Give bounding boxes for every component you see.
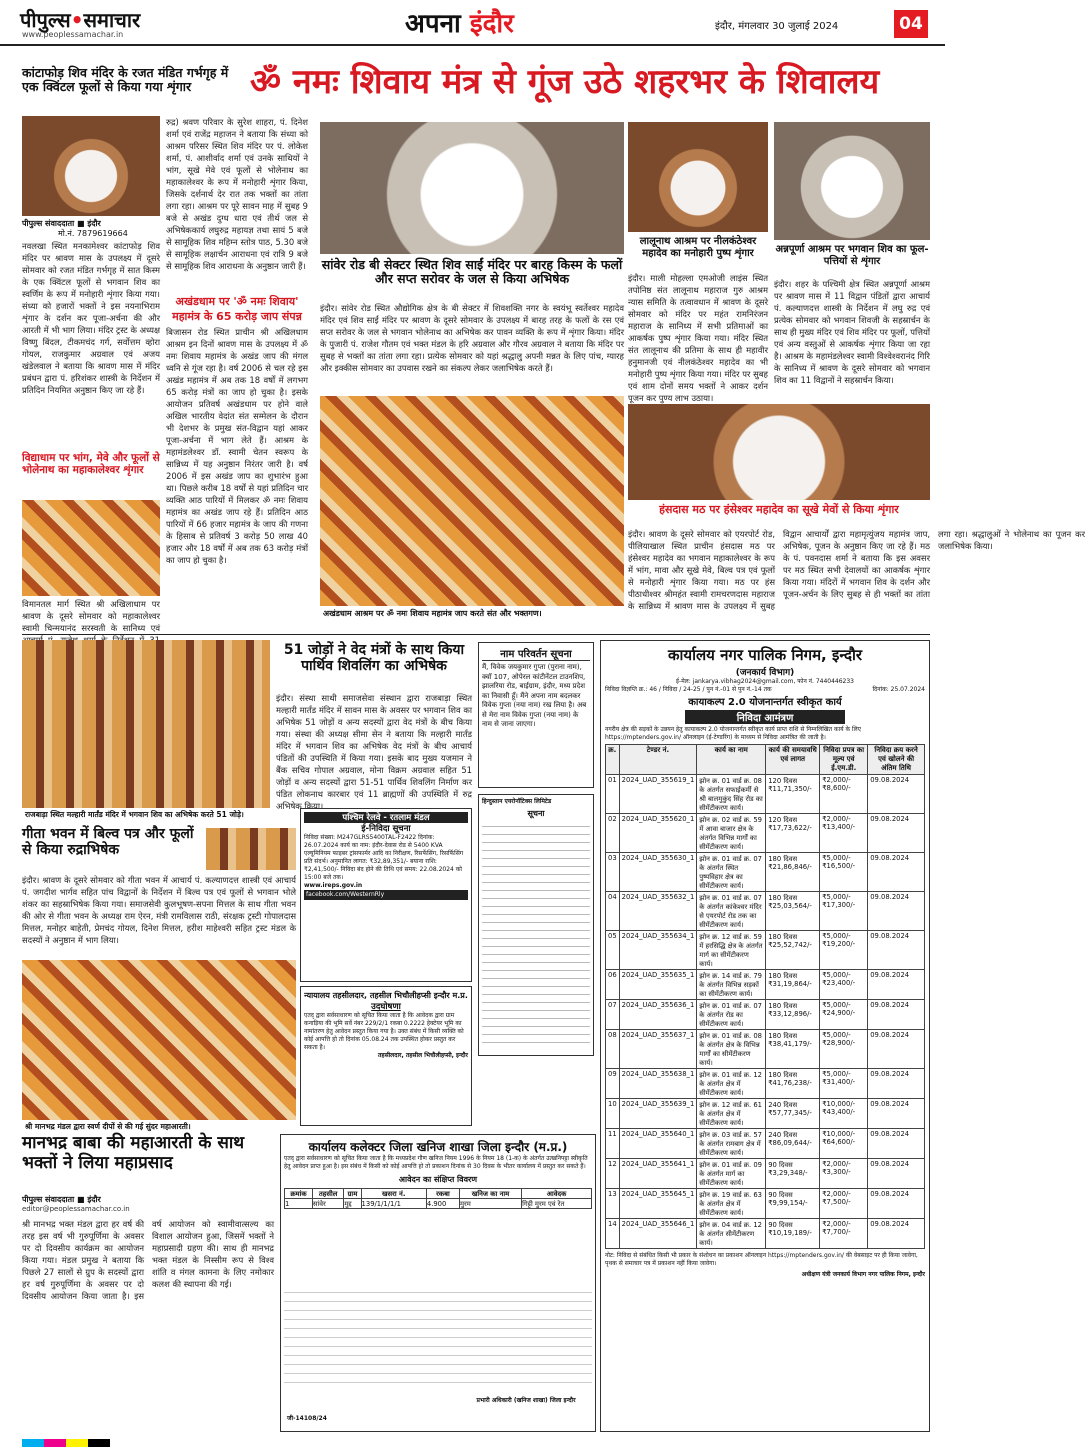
mining-th: रकबा [426,1189,459,1199]
nagar-signature: अधीक्षण यंत्री जनकार्य विभाग नगर पालिक निगम, इन्दौर [801,1271,925,1278]
tender-cell: झोन क्र. 03 वार्ड क्र. 57 के अंतर्गत रामबाग क्षेत्र में सीमेंटीकरण कार्य। [697,1129,766,1159]
nagar-title: कार्यालय नगर पालिक निगम, इन्दौर [668,646,862,664]
tender-cell: 2024_UAD_355619_1 [619,775,697,814]
story4-headline: लालूनाथ आश्रम पर नीलकंठेश्वर महादेव का मनोहारी पुष्प शृंगार [639,236,757,259]
story9-headline: मानभद्र बाबा की महाआरती के साथ भक्तों ने लिया महाप्रसाद [22,1133,245,1173]
nagar-ref: निविदा विज्ञप्ति क्र.: 46 / निविदा / 24-25 / पुन नं.-01 से पुन नं.-14 तक [605,686,772,693]
tender-cell: ₹2,000/- ₹7,700/- [820,1219,868,1249]
railway-website[interactable]: www.ireps.gov.in [304,882,363,889]
tender-cell: 240 दिवस ₹57,77,345/- [766,1099,820,1129]
story1-byline: पीपुल्स संवाददाता ■ इंदौर [22,219,101,228]
story4-body: इंदौर। माली मोहल्ला एमओजी लाइंस स्थित तपोनिष्ठ संत लालूनाथ महाराज गुरु आश्रम न्यास समिति के तत्वावधान में श्रावण के दूसरे सोमवार को मंदिर पर महंत रामनिरंजन महाराज के सानिध्य में सभी प्रतिमाओं का आकर्षक पुष्प शृंगार किया गया। मंदिर स्थित संत लालूनाथ की प्रतिमा के साथ ही महावीर हनुमानजी एवं नीलकंठेश्वर महादेव का भी मनोहारी पुष्प शृंगार किया गया। मंदिर पर सुबह एवं शाम दोनों समय भक्तों ने आकर दर्शन पूजन कर पुण्य लाभ उठाया। [628,273,768,403]
mining-th: आवेदक [522,1189,592,1199]
printer-color-bar [22,1432,222,1442]
tender-cell: ₹2,000/- ₹8,600/- [820,775,868,814]
tender-cell: झोन क्र. 14 वार्ड क्र. 79 के अंतर्गत विभिन्न सड़कों का सीमेंटीकरण कार्य। [697,970,766,1000]
tender-cell: 2024_UAD_355646_1 [619,1219,697,1249]
tender-cell: 2024_UAD_355645_1 [619,1189,697,1219]
tender-cell: 12 [606,1159,620,1189]
railway-title: पश्चिम रेलवे - रतलाम मंडल [304,812,468,823]
story1-photo [22,116,160,216]
tender-row [606,1069,925,1099]
tender-cell: 90 दिवस ₹10,19,189/- [766,1219,820,1249]
mining-table-header [285,1189,592,1199]
mining-th: ग्राम [344,1189,361,1199]
tender-cell: झोन क्र. 01 वार्ड क्र. 07 के अंतर्गत रोड का सीमेंटीकरण कार्य। [697,1000,766,1030]
mining-th: तहसील [312,1189,343,1199]
mining-td: 139/1/1/1/1 [361,1199,426,1209]
name-change-title: नाम परिवर्तन सूचना [482,646,590,661]
nagar-footnote: नोट: निविदा से संबंधित किसी भी प्रकार के संशोधन का प्रकाशन ऑनलाइन https://mptenders.gov.in/ की वेबसाइट पर ही किया जावेगा, पृथक से समाचार पत्र में प्रकाशन नहीं किया जावेगा। [605,1252,918,1267]
tender-cell: 08 [606,1030,620,1069]
tender-cell: ₹5,000/- ₹24,900/- [820,1000,868,1030]
story9-body: श्री मानभद्र भक्त मंडल द्वारा हर वर्ष की तरह इस वर्ष भी गुरुपूर्णिमा के अवसर पर दो दिवसीय कार्यक्रम का आयोजन किया गया। मंडल प्रमुख ने बताया कि पिछले 27 सालों से ग्रुप के सदस्यों द्वारा हर वर्ष गुरुपूर्णिमा के अवसर पर दो दिवसीय आयोजन किया जाता है। इस वर्ष आयोजन को स्वामीवात्सल्य का विशाल आयोजन हुआ, जिसमें भक्तों ने महाप्रसादी ग्रहण की। साथ ही मानभद्र भक्त मंडल के निस्सीम रूप से विश्व शांति व मंगल कामना के लिए नमोकार कलश की स्थापना की गई। [22,1219,274,1301]
tender-cell: 09.08.2024 [868,775,925,814]
railway-body: निविदा संख्या: M247GLRS5400TAL-F2422 दिनांक: 26.07.2024 कार्य का नाम: इंदौर-देवास रोड से 5400 KVA एल्यूमिनियम फाइबर ट्रांसफार्मर आदि का निरीक्षण, रिसर्फेसिंग, रिसर्फिसिंग प्रति संदर्भ। अनुमानित लागत: ₹32,89,351/- बयाना राशि: ₹2,41,500/- निविदा बंद होने की तिथि एवं समय: 22.08.2024 को 15:00 बजे तक। [304,834,464,881]
tender-cell: 09.08.2024 [868,1099,925,1129]
mining-td: 4.900 [426,1199,459,1209]
tender-cell: ₹5,000/- ₹28,900/- [820,1030,868,1069]
tender-table-header [606,745,925,775]
tender-cell: 2024_UAD_355620_1 [619,814,697,853]
tender-cell: झोन क्र. 01 वार्ड क्र. 07 के अंतर्गत स्थित पुष्पविहार क्षेत्र का सीमेंटीकरण कार्य। [697,853,766,892]
tender-cell: 2024_UAD_355639_1 [619,1099,697,1129]
tender-row [606,775,925,814]
tender-th: क्र. [606,745,620,775]
tender-cell: ₹2,000/- ₹13,400/- [820,814,868,853]
story1-mobile: मो.नं. 7879619664 [58,229,128,238]
tender-cell: 05 [606,931,620,970]
tender-cell: 11 [606,1129,620,1159]
tender-cell: 90 दिवस ₹9,99,154/- [766,1189,820,1219]
tender-row [606,1189,925,1219]
tender-cell: झोन क्र. 12 वार्ड क्र. 59 में हरसिद्धि क्षेत्र के अंतर्गत मार्ग का सीमेंटीकरण कार्य। [697,931,766,970]
mining-terms-lines [284,1291,592,1391]
tender-row [606,931,925,970]
tender-row [606,1219,925,1249]
tender-table [605,744,925,1249]
tender-cell: ₹2,000/- ₹7,500/- [820,1189,868,1219]
mining-title: कार्यालय कलेक्टर जिला खनिज शाखा जिला इन्दौर (म.प्र.) [308,1140,568,1154]
tender-cell: 180 दिवस ₹21,86,846/- [766,853,820,892]
tender-cell: झोन क्र. 02 वार्ड क्र. 59 में आवा बाजार क्षेत्र के अंतर्गत विभिन्न मार्गों का सीमेंटीकरण कार्य। [697,814,766,853]
tender-cell: 09.08.2024 [868,1129,925,1159]
tender-th: निविदा प्रपत्र का मूल्य एवं ई.एम.डी. [820,745,868,775]
tender-cell: 90 दिवस ₹3,29,348/- [766,1159,820,1189]
tender-cell: 09 [606,1069,620,1099]
railway-notice [300,808,472,982]
story1-body: नवलखा स्थित मनकामेश्वर कांटाफोड़ शिव मंदिर पर श्रावण मास के उपलक्ष्य में दूसरे सोमवार को रजत मंडित गर्भगृह में सात किस्म के एक क्विंटल फूलों से भगवान शिव का स्वर्णिम के रूप में मनोहारी शृंगार किया गया। संध्या को हजारों भक्तों ने इस नयनाभिराम शृंगार के दर्शन कर पूजा-अर्चना की और आरती में भी भाग लिया। मंदिर ट्रस्ट के अध्यक्ष विष्णु बिंदल, टीकमचंद गर्ग, सर्वोत्तम व्होरा गोयल, राजकुमार अग्रवाल एवं अजय खंडेलवाल ने बताया कि श्रावण मास में मंदिर प्रबंधन द्वारा पं. हरिशंकर शास्त्री के निर्देशन में प्रतिदिन नियमित अनुष्ठान किए जा रहे हैं। [22,241,160,395]
tender-cell: 180 दिवस ₹25,03,564/- [766,892,820,931]
mining-table [284,1188,592,1209]
tender-cell: झोन क्र. 01 वार्ड क्र. 07 के अंतर्गत कांकेश्वर मंदिर से एयरपोर्ट रोड तक का सीमेंटीकरण कार्य। [697,892,766,931]
tender-row [606,1129,925,1159]
mining-th: खनिज का नाम [459,1189,521,1199]
tender-row [606,1000,925,1030]
story1b-photo [22,500,160,596]
tender-cell: 09.08.2024 [868,892,925,931]
story6-photo-2 [628,404,930,500]
tender-cell: 2024_UAD_355638_1 [619,1069,697,1099]
story3-headline: सांवेर रोड बी सेक्टर स्थित शिव साईं मंदिर पर बारह किस्म के फलों और सप्त सरोवर के जल से किया अभिषेक [321,257,623,287]
tender-cell: 09.08.2024 [868,1069,925,1099]
court-title: न्यायालय तहसीलदार, तहसील भिचौलीहप्सी इन्दौर म.प्र. [304,991,468,1000]
tender-cell: 2024_UAD_355637_1 [619,1030,697,1069]
story7-body: इंदौर। संस्था साथी समाजसेवा संस्थान द्वारा राजबाड़ा स्थित मल्हारी मार्तंड मंदिर में सावन मास के अवसर पर भगवान शिव का अभिषेक 51 जोड़ों व अन्य सदस्यों द्वारा वेद मंत्रों के बीच किया गया। संस्था की अध्यक्ष सीमा सेन ने बताया कि मल्हारी मार्तंड मंदिर में भगवान शिव का अभिषेक वेद मंत्रों के बीच आचार्य पंडितों की उपस्थिति में किया गया। इसके बाद मुख्य यजमान ने बैंक सचिव गोपाल अग्रवाल, मोना विक्रम अग्रवाल सहित 51 जोड़ों व अन्य सदस्यों द्वारा 51-51 पार्थिव शिवलिंग निर्माण कर पंडित लोकनाथ कारबार एवं 11 ब्राह्मणों की उपस्थिति में रुद्र अभिषेक किया। [276,693,472,811]
mining-th: खसरा नं. [361,1189,426,1199]
story7-photo-caption: राजबाड़ा स्थित मल्हारी मार्तंड मंदिर में भगवान शिव का अभिषेक करते 51 जोड़े। [22,808,270,822]
mining-td: 1 [285,1199,313,1209]
story2-subhead: अखंडधाम पर 'ॐ नमः शिवाय' महामंत्र के 65 करोड़ जाप संपन्न [172,295,302,323]
tender-row [606,814,925,853]
tender-cell: 120 दिवस ₹11,71,350/- [766,775,820,814]
tender-cell: ₹5,000/- ₹31,400/- [820,1069,868,1099]
story4-photo [628,122,768,232]
tender-cell: ₹10,000/- ₹64,600/- [820,1129,868,1159]
brand-logo: पीपुल्स•समाचार [20,8,141,32]
tender-cell: 09.08.2024 [868,853,925,892]
tender-cell: 09.08.2024 [868,1000,925,1030]
story3-photo [320,122,624,254]
tender-cell: 10 [606,1099,620,1129]
tender-cell: 09.08.2024 [868,1159,925,1189]
nagar-intro: नगरीय क्षेत्र की सड़कों के उन्नयन हेतु कायाकल्प 2.0 योजनान्तर्गत स्वीकृत कार्य प्राप्त राशि से निम्नलिखित कार्य के लिए https://mptenders.gov.in/ ऑनलाइन (ई-टेण्डरिंग) के माध्यम से निविदा आमंत्रित की जाती है। [605,726,861,741]
tender-cell: 09.08.2024 [868,1219,925,1249]
nagar-banner: निविदा आमंत्रण [685,710,845,724]
mining-table-row [285,1199,592,1209]
mining-notice [280,1134,596,1432]
tender-cell: ₹5,000/- ₹16,500/- [820,853,868,892]
tender-th: निविदा क्रय करने एवं खोलने की अंतिम तिथि [868,745,925,775]
tender-cell: 180 दिवस ₹33,12,896/- [766,1000,820,1030]
tender-cell: 120 दिवस ₹17,73,622/- [766,814,820,853]
court-notice [300,986,472,1126]
hal-title: हिन्दुस्तान एयरोनॉटिक्स लिमिटेड [482,798,552,805]
story1b-headline: विद्याधाम पर भांग, मेवे और फूलों से भोलेनाथ का महाकालेश्वर शृंगार [22,452,160,477]
story1b-body: विमानतल मार्ग स्थित श्री अखिलाधाम पर श्रावण के दूसरे सोमवार को महाकालेश्वर स्वामी चिन्मयानंद सरस्वती के सानिध्य एवं [22,599,160,633]
tender-cell: झोन क्र. 19 वार्ड क्र. 63 के अंतर्गत क्षेत्र में सीमेंटीकरण कार्य। [697,1189,766,1219]
nagar-nigam-tender [600,640,930,1432]
mining-signature: प्रभारी अधिकारी (खनिज शाखा) जिला इन्दौर [476,1397,576,1404]
tender-cell: ₹10,000/- ₹43,400/- [820,1099,868,1129]
tender-cell: 13 [606,1189,620,1219]
tender-cell: झोन क्र. 01 वार्ड क्र. 08 के अंतर्गत सफाईकर्मी से श्री बालमुकुंद सिंह रोड का सीमेंटीकरण कार्य। [697,775,766,814]
masthead [0,0,945,46]
tender-row [606,853,925,892]
story6-photo [320,396,624,606]
tender-cell: 09.08.2024 [868,970,925,1000]
tender-cell: 03 [606,853,620,892]
tender-cell: 180 दिवस ₹25,52,742/- [766,931,820,970]
tender-cell: 2024_UAD_355641_1 [619,1159,697,1189]
site-url[interactable]: www.peoplessamachar.in [22,30,124,39]
tender-cell: झोन क्र. 04 वार्ड क्र. 12 के अंतर्गत सीमेंटीकरण कार्य। [697,1219,766,1249]
tender-cell: 2024_UAD_355634_1 [619,931,697,970]
nagar-email: ई-मेल: jankarya.vibhag2024@gmail.com, फोन नं. 7440446233 [675,678,854,685]
story7-photo [22,640,270,808]
dateline: इंदौर, मंगलवार 30 जुलाई 2024 [715,21,839,32]
tender-cell: 2024_UAD_355636_1 [619,1000,697,1030]
story8-body: इंदौर। श्रावण के दूसरे सोमवार को गीता भवन में आचार्य पं. कल्याणदत्त शास्त्री एवं आचार्य पं. जगदीश भार्गव सहित पांच विद्वानों के निर्देशन में बिल्व पत्र एवं फूलों से भगवान भोले शंकर का सहस्राभिषेक किया गया। समाजसेवी कुलभूषण-सपना मित्तल के साथ गीता भवन की ओर से गीता भवन के अध्यक्ष राम ऐरन, मंत्री रामविलास राठी, संरक्षक ट्रस्टी गोपालदास मित्तल, मनोहर बाहेती, प्रेमचंद गोयल, दिनेश मित्तल, हरीश माहेश्वरी सहित ट्रस्ट मंडल के सदस्यों ने अनुष्ठान में भाग लिया। [22,875,296,945]
mining-td: मुरम [459,1199,521,1209]
tender-cell: झोन क्र. 12 वार्ड क्र. 61 के अंतर्गत क्षेत्र में सीमेंटीकरण कार्य। [697,1099,766,1129]
tender-cell: झोन क्र. 01 वार्ड क्र. 12 के अंतर्गत क्षेत्र में सीमेंटीकरण कार्य। [697,1069,766,1099]
court-subtitle: उदघोषणा [371,1002,401,1012]
tender-row [606,970,925,1000]
story8-photo-small [206,828,296,870]
tender-row [606,1030,925,1069]
tender-row [606,892,925,931]
mining-td: गिट्टी मुरम एवं रेत [522,1199,592,1209]
tender-row [606,1099,925,1129]
story5-photo [774,122,930,240]
tender-cell: 06 [606,970,620,1000]
page-number: 04 [894,10,928,38]
story3-body: इंदौर। सांवेर रोड स्थित औद्योगिक क्षेत्र के बी सेक्टर में शिवशक्ति नगर के स्वयंभू स्वर्तेश्वर महादेव मंदिर एवं शिव साईं मंदिर पर श्रावण के दूसरे सोमवार के उपलक्ष्य में बारह तरह के फलों के रस एवं सप्त सरोवर के जल से भगवान भोलेनाथ का अभिषेक कर पावन व्यक्ति के रूप में शृंगार किया। मंदिर के पुजारी पं. राजेश गौतम एवं भक्त मंडल के हरि अग्रवाल और गौरव अग्रवाल ने बताया कि मंदिर पर सुबह से भक्तों का तांता लगा रहा। प्रत्येक सोमवार को यहां श्रद्धालु अपनी मन्नत के लिए पांच, ग्यारह और इक्कीस सोमवार का उपवास रखने का संकल्प लेकर जलाभिषेक करते हैं। [320,303,624,373]
story6-body: इंदौर। श्रावण के दूसरे सोमवार को एयरपोर्ट रोड, पीलियाखाल स्थित प्राचीन हंसदास मठ पर हंसेश्वर महादेव का भगवान महाकालेश्वर के रूप में भांग, मावा और सूखे मेवे, बिल्व पत्र एवं फूलों से मनोहारी शृंगार किया गया। मठ पर हंस पीठाधीश्वर श्रीमहंत स्वामी रामचरणदास महाराज के सान्निध्य में श्रावण मास के उपलक्ष्य में सुबह विद्वान आचार्यों द्वारा महामृत्युंजय महामंत्र जाप, अभिषेक, पूजन के अनुष्ठान किए जा रहे हैं। मठ के पं. पवनदास शर्मा ने बताया कि इस अवसर पर मठ स्थित सभी देवालयों का आकर्षक शृंगार किया गया। मंदिरों में भगवान शिव के दर्शन और पूजन-अर्चन के लिए सुबह से ही भक्तों का तांता लगा रहा। श्रद्धालुओं ने भोलेनाथ का पूजन कर जलाभिषेक किया। [628,529,1085,611]
railway-subtitle: ई-निविदा सूचना [361,824,411,834]
tender-cell: 01 [606,775,620,814]
tender-cell: ₹2,000/- ₹3,300/- [820,1159,868,1189]
mining-th: क्रमांक [285,1189,313,1199]
tender-cell: 09.08.2024 [868,1189,925,1219]
main-headline: ॐ नमः शिवाय मंत्र से गूंज उठे शहरभर के शिवालय [250,62,880,102]
story6-photo-caption: अखंडधाम आश्रम पर ॐ नमः शिवाय महामंत्र जाप करते संत और भक्तगण। [320,606,624,621]
hal-notice [478,794,594,1056]
mining-td: सांवेर [312,1199,343,1209]
tender-cell: 180 दिवस ₹31,19,864/- [766,970,820,1000]
story6-headline: हंसदास मठ पर हंसेश्वर महादेव का सूखे मेवों से किया शृंगार [659,503,899,516]
tender-cell: ₹5,000/- ₹17,300/- [820,892,868,931]
tender-cell: 14 [606,1219,620,1249]
story5-body: इंदौर। शहर के पश्चिमी क्षेत्र स्थित अन्नपूर्णा आश्रम पर श्रावण मास में 11 विद्वान पंडितों द्वारा आचार्य पं. कल्याणदत्त शास्त्री के निर्देशन में लघु रुद्र एवं प्रत्येक सोमवार को भगवान शिवजी के सहस्रार्चन के साथ ही मुख्य मंदिर एवं शिव मंदिर पर फूलों, पत्तियों एवं अन्य वस्तुओं से आकर्षक शृंगार किया जा रहा है। आश्रम के महामंडलेश्वर स्वामी विश्वेश्वरानंद गिरि के सानिध्य में श्रावण के दूसरे सोमवार को भगवान शिव का 11 विद्वानों ने सहस्रार्चन किया। [774,279,930,385]
tender-cell: 09.08.2024 [868,931,925,970]
mining-td: मुद्द [344,1199,361,1209]
mining-ref: जी-14108/24 [287,1415,327,1422]
story1-headline: कांटाफोड़ शिव मंदिर के रजत मंडित गर्भगृह में एक क्विंटल फूलों से किया गया शृंगार [22,65,229,95]
mining-body: एतद् द्वारा सर्वसाधारण को सूचित किया जाता है कि मध्यप्रदेश गौण खनिज नियम 1996 के नियम 18 (1-क) के अंतर्गत उत्खनिपट्टा स्वीकृति हेतु आवेदन प्राप्त हुआ है। इस संबंध में किसी को कोई आपत्ति हो तो प्रकाशन दिनांक से 30 दिवस के भीतर कार्यालय में प्रस्तुत कर सकते हैं। [284,1155,588,1170]
tender-table-body [606,775,925,1249]
story7-headline: 51 जोड़ों ने वेद मंत्रों के साथ किया पार्थिव शिवलिंग का अभिषेक [283,642,465,675]
tender-cell: ₹5,000/- ₹19,200/- [820,931,868,970]
section-title: अपना इंदौर [405,9,514,39]
story8-photo-caption: श्री मानभद्र मंडल द्वारा स्वर्ण दीपों से की गई सुंदर महाआरती। [22,1120,296,1134]
tender-cell: 2024_UAD_355630_1 [619,853,697,892]
tender-th: कार्य की समयावधि एवं लागत [766,745,820,775]
story2-body2: बिजासन रोड स्थित प्राचीन श्री अखिलधाम आश्रम इन दिनों श्रावण मास के उपलक्ष्य में ॐ नमः शिवाय महामंत्र के अखंड जाप की मंगल ध्वनि से गूंज रहा है। वर्ष 2006 से चल रहे इस अखंड महामंत्र में अब तक 18 वर्षों में लगभग 65 करोड़ मंत्रों का जाप हो चुका है। इसके आयोजन प्रतिवर्ष अखंडधाम पर होने वाले अखिल भारतीय वेदांत संत सम्मेलन के दौरान भी देशभर के प्रमुख संत-विद्वान यहां आकर पूजा-अर्चना में भाग लेते हैं। आश्रम के महामंडलेश्वर डॉ. स्वामी चेतन स्वरूप के सान्निध्य में यह अनुष्ठान निरंतर जारी है। वर्ष 2006 में इस अखंड जाप का शुभारंभ हुआ था। पिछले करीब 18 वर्षों से यहां प्रतिदिन चार व्यक्ति आठ पारियों में मिलकर ॐ नमः शिवाय महामंत्र का अखंड जाप रहे हैं। प्रतिदिन आठ पारियों में 66 हजार महामंत्र के जाप की गणना के हिसाब से प्रतिवर्ष 3 करोड़ 50 लाख 40 हजार और 18 वर्षों में अब तक 63 करोड़ मंत्रों का जाप हो चुका है। [166,327,308,565]
railway-facebook[interactable]: facebook.com/WesternRly [304,890,468,900]
hal-table-lines [482,825,590,1050]
mining-subtitle: आवेदन का संक्षिप्त विवरण [398,1175,478,1184]
tender-cell: 2024_UAD_355632_1 [619,892,697,931]
tender-row [606,1159,925,1189]
story8-headline: गीता भवन में बिल्व पत्र और फूलों से किया रुद्राभिषेक [22,826,194,859]
nagar-subtitle: (जनकार्य विभाग) [735,668,795,678]
tender-cell: 240 दिवस ₹86,09,644/- [766,1129,820,1159]
tender-cell: 09.08.2024 [868,1030,925,1069]
tender-cell: 2024_UAD_355635_1 [619,970,697,1000]
tender-cell: 07 [606,1000,620,1030]
court-body: एतद् द्वारा सर्वसाधारण को सूचित किया जाता है कि आवेदक द्वारा ग्राम कनाड़िया की भूमि सर्वे नंबर 229/2/1 रकबा 0.2222 हेक्टेयर भूमि का नामांतरण हेतु आवेदन प्रस्तुत किया गया है। उक्त संबंध में किसी व्यक्ति को कोई आपत्ति हो तो दिनांक 05.08.24 तक उपस्थित होकर प्रस्तुत कर सकता है। [304,1012,464,1051]
tender-cell: 180 दिवस ₹38,41,179/- [766,1030,820,1069]
court-signature: तहसीलदार, तहसील भिचौलीहप्सी, इन्दौर [377,1052,468,1059]
nagar-date: दिनांक: 25.07.2024 [872,686,925,693]
nagar-ref-row [605,686,925,694]
tender-cell: 180 दिवस ₹41,76,238/- [766,1069,820,1099]
tender-cell: 04 [606,892,620,931]
tender-cell: झोन क्र. 01 वार्ड क्र. 09 के अंतर्गत मार्ग का सीमेंटीकरण कार्य। [697,1159,766,1189]
name-change-body: मैं, विवेक जयकुमार गुप्ता (पुराना नाम), क्वॉ 107, ओपेरल कांटीनेंटल टाउनशिप, झालरिया रोड, बाईग्राम, इंदौर, मध्य प्रदेश का निवासी हूँ। मैंने अपना नाम बदलकर विवेक गुप्ता (नया नाम) रख लिया है। अब से मेरा नाम विवेक गुप्ता (नया नाम) के नाम से जाना जाएगा। [482,663,587,728]
tender-cell: 09.08.2024 [868,814,925,853]
story5-headline: अन्नपूर्णा आश्रम पर भगवान शिव का फूल-पत्तियों से शृंगार [775,244,929,267]
story9-email[interactable]: editor@peoplessamachar.co.in [22,1205,130,1213]
story8-photo [22,960,296,1120]
hal-label: सूचना [527,809,545,818]
tender-cell: ₹5,000/- ₹23,400/- [820,970,868,1000]
story9-byline: पीपुल्स संवाददाता ■ इंदौर [22,1195,101,1204]
nagar-scheme: कायाकल्प 2.0 योजनान्तर्गत स्वीकृत कार्य [688,697,842,708]
story2-body1: रुद्र) श्रवण परिवार के सुरेश शाहरा, पं. दिनेश शर्मा एवं राजेंद्र महाजन ने बताया कि संध्या को आश्रम परिसर स्थित शिव मंदिर पर पं. लोकेश शर्मा, पं. आशीर्वाद शर्मा एवं उनके साथियों ने भांग, सूखे मेवे एवं फूलों से भोलेनाथ का महाकालेश्वर के रूप में मनोहारी शृंगार किया, जिसके दर्शनार्थ देर रात तक भक्तों का तांता लगा रहा। आश्रम पर पूरे सावन माह में सुबह 9 बजे से अखंड दुग्ध धारा एवं तीर्थ जल से अभिषेककार्य लघुरुद्र महायज्ञ तथा सायं 5 बजे से सामूहिक शिव महिम्न स्तोत्र पाठ, 5.30 बजे से सामूहिक लक्षार्चन आराधना एवं रात्रि 9 बजे से सामूहिक शिव आराधना के अनुष्ठान जारी हैं। [166,117,308,271]
tender-th: कार्य का नाम [697,745,766,775]
section-divider [22,634,930,635]
tender-cell: 02 [606,814,620,853]
tender-cell: 2024_UAD_355640_1 [619,1129,697,1159]
name-change-notice [478,642,594,788]
tender-cell: झोन क्र. 01 वार्ड क्र. 08 के अंतर्गत क्षेत्र के विभिन्न मार्गों का सीमेंटीकरण कार्य। [697,1030,766,1069]
tender-th: टेण्डर नं. [619,745,697,775]
